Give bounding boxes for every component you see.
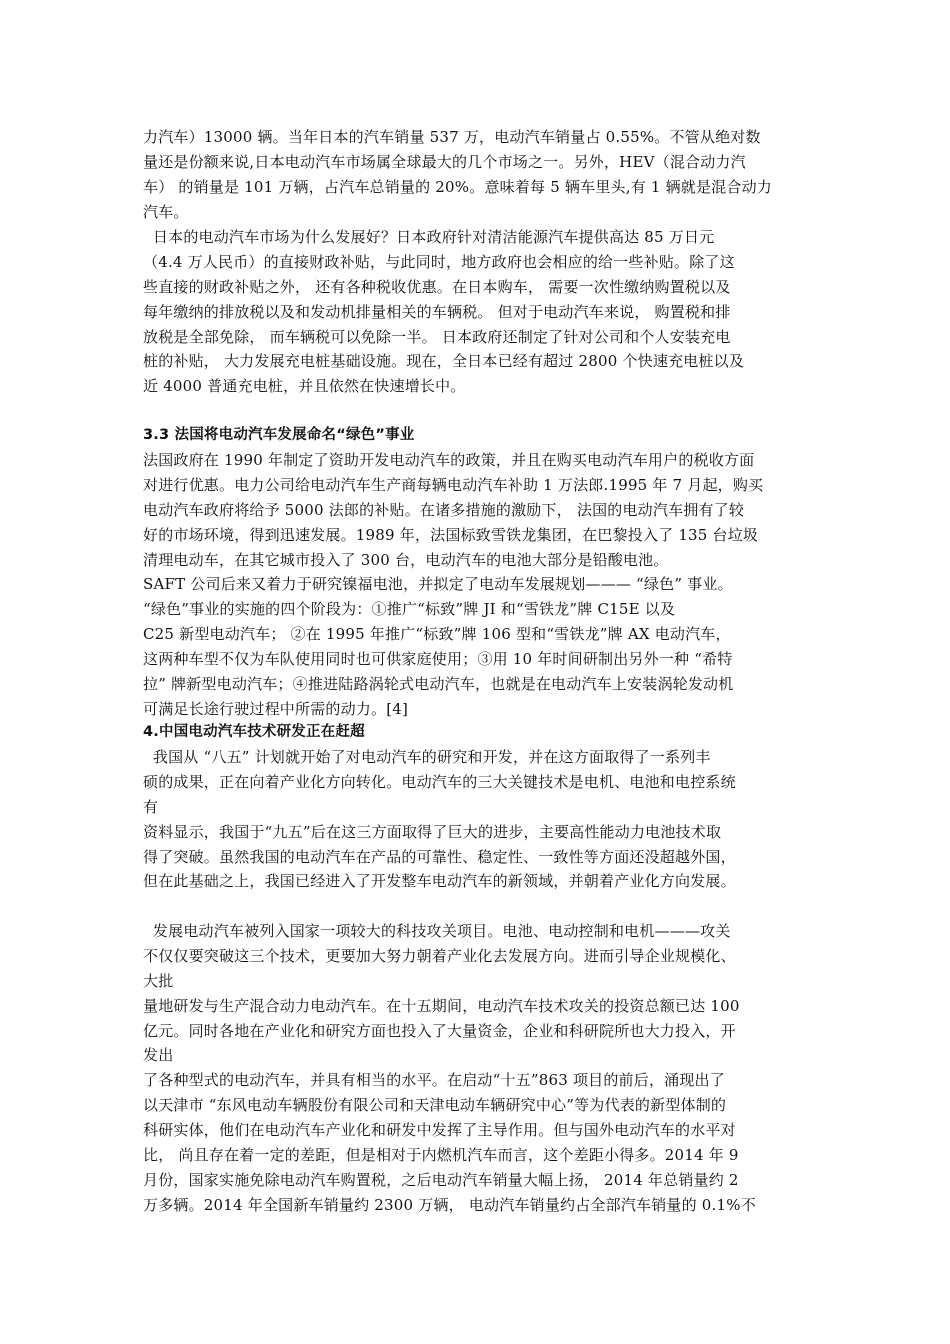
text-line: 清理电动车，在其它城市投入了 300 台，电动汽车的电池大部分是铅酸电池。 [143,550,669,569]
text-line: 桩的补贴， 大力发展充电桩基础设施。现在，全日本已经有超过 2800 个快速充电桩以及 [143,352,745,371]
text-line: 电动汽车政府将给予 5000 法郎的补贴。在诸多措施的激励下， 法国的电动汽车拥有了较 [143,500,745,519]
paragraph-china-industry [143,919,811,1218]
text-line: 发出 [143,1046,174,1065]
text-line: C25 新型电动汽车； ②在 1995 年推广“标致”牌 106 型和“雪铁龙”牌 AX 电动汽车， [143,625,731,644]
text-line: 法国政府在 1990 年制定了资助开发电动汽车的政策，并且在购买电动汽车用户的税收方面 [143,451,755,469]
section-heading-4 [143,720,811,745]
text-line: 万多辆。2014 年全国新车销量约 2300 万辆， 电动汽车销量约占全部汽车销量的 0.1%不 [143,1195,756,1214]
text-line: 对进行优惠。电力公司给电动汽车生产商每辆电动汽车补助 1 万法郎.1995 年 7 月起，购买 [143,475,764,494]
text-line: 拉” 牌新型电动汽车；④推进陆路涡轮式电动汽车，也就是在电动汽车上安装涡轮发动机 [143,675,734,694]
text-line: 比， 尚且存在着一定的差距，但是相对于内燃机汽车而言，这个差距小得多。2014 年 9 [143,1146,739,1165]
text-line: 月份，国家实施免除电动汽车购置税，之后电动汽车销量大幅上扬， 2014 年总销量约 2 [143,1170,739,1189]
text-line: 得了突破。虽然我国的电动汽车在产品的可靠性、稳定性、一致性等方面还没超越外国， [143,847,736,866]
text-line: 这两种车型不仅为车队使用同时也可供家庭使用；③用 10 年时间研制出另外一种 “希特 [143,650,733,669]
section-title: 4.中国电动汽车技术研发正在赶超 [143,724,365,740]
paragraph-france [143,448,811,722]
text-line: SAFT 公司后来又着力于研究镍福电池，并拟定了电动车发展规划——— “绿色” 事业。 [143,575,733,594]
text-line: 亿元。同时各地在产业化和研究方面也投入了大量资金，企业和科研院所也大力投入，开 [143,1021,736,1040]
text-line: 我国从 “八五” 计划就开始了对电动汽车的研究和开发，并在这方面取得了一系列丰 [143,748,711,766]
section-heading-3-3 [143,423,811,448]
text-line: 放税是全部免除， 而车辆税可以免除一半。 日本政府还制定了针对公司和个人安装充电 [143,327,731,346]
text-line: （4.4 万人民币）的直接财政补贴，与此同时，地方政府也会相应的给一些补贴。除了这 [143,252,735,271]
text-line: 量地研发与生产混合动力电动汽车。在十五期间，电动汽车技术攻关的投资总额已达 100 [143,996,740,1015]
text-line: 大批 [143,971,174,990]
text-line: 但在此基础之上，我国已经进入了开发整车电动汽车的新领域，并朝着产业化方向发展。 [143,872,736,891]
text-line: 不仅仅要突破这三个技术，更要加大努力朝着产业化去发展方向。进而引导企业规模化、 [143,946,736,965]
text-line: 量还是份额来说,日本电动汽车市场属全球最大的几个市场之一。另外，HEV（混合动力汽 [143,152,746,171]
text-line: 车） 的销量是 101 万辆，占汽车总销量的 20%。意味着每 5 辆车里头,有 1 辆就是混合动力 [143,177,772,196]
text-line: 汽车。 [143,202,189,221]
section-title: 3.3 法国将电动汽车发展命名“绿色”事业 [143,427,415,443]
text-line: 科研实体，他们在电动汽车产业化和研发中发挥了主导作用。但与国外电动汽车的水平对 [143,1121,736,1140]
paragraph-japan-subsidies [143,225,811,399]
text-line: “绿色”事业的实施的四个阶段为：①推广“标致”牌 JI 和“雪铁龙”牌 C15E 以及 [143,600,676,619]
text-line: 每年缴纳的排放税以及和发动机排量相关的车辆税。 但对于电动汽车来说， 购置税和排 [143,302,731,321]
text-line: 发展电动汽车被列入国家一项较大的科技攻关项目。电池、电动控制和电机———攻关 [143,922,731,940]
text-line: 可满足长途行驶过程中所需的动力。[4] [143,699,409,718]
text-line: 硕的成果，正在向着产业化方向转化。电动汽车的三大关键技术是电机、电池和电控系统 [143,772,736,791]
paragraph-japan-sales [143,125,811,225]
text-line: 了各种型式的电动汽车，并具有相当的水平。在启动“十五”863 项目的前后，涌现出了 [143,1071,725,1090]
text-line: 资料显示，我国于“九五”后在这三方面取得了巨大的进步，主要高性能动力电池技术取 [143,822,722,841]
text-line: 有 [143,797,159,816]
text-line: 日本的电动汽车市场为什么发展好？日本政府针对清洁能源汽车提供高达 85 万日元 [143,228,715,246]
text-line: 好的市场环境，得到迅速发展。1989 年，法国标致雪铁龙集团，在巴黎投入了 135 台垃圾 [143,525,759,544]
text-line: 力汽车）13000 辆。当年日本的汽车销量 537 万，电动汽车销量占 0.55%。不管从绝对数 [143,128,761,146]
text-line: 近 4000 普通充电桩，并且依然在快速增长中。 [143,377,466,396]
paragraph-china-research [143,745,811,894]
text-line: 些直接的财政补贴之外， 还有各种税收优惠。在日本购车， 需要一次性缴纳购置税以及 [143,277,731,296]
text-line: 以天津市 “东风电动车辆股份有限公司和天津电动车辆研究中心”等为代表的新型体制的 [143,1096,727,1115]
